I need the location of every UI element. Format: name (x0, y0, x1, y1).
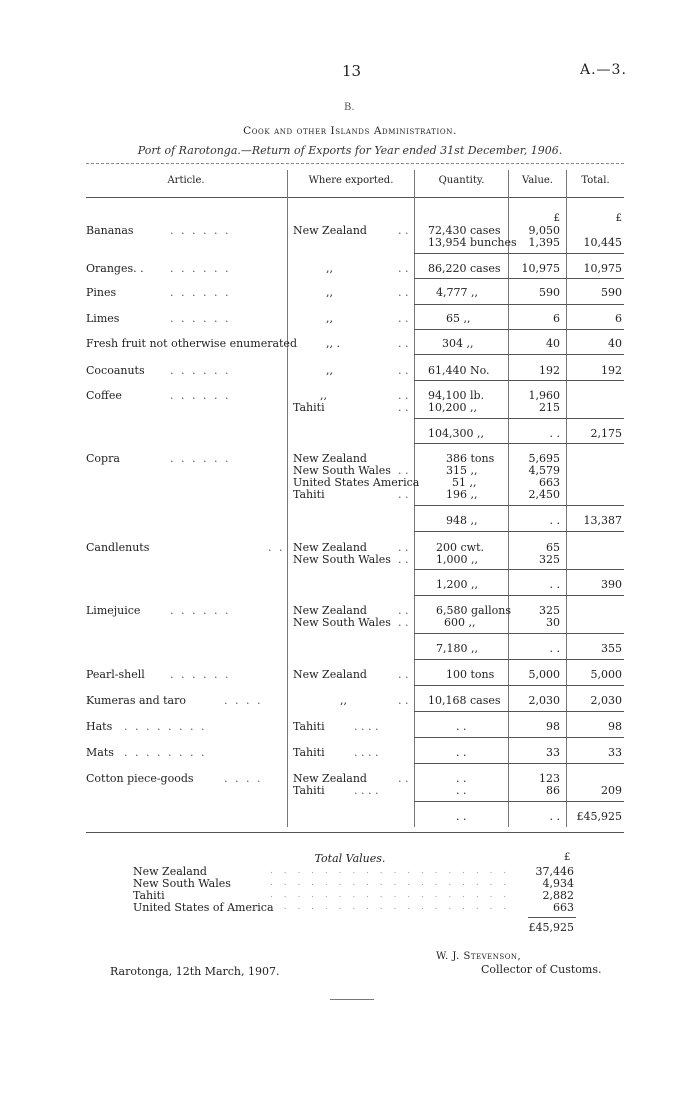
article-name: Cotton piece-goods (86, 772, 194, 785)
leader-dots: . . (398, 553, 409, 566)
quantity: 315 ,, (446, 464, 478, 477)
article-name: Bananas (86, 224, 134, 237)
ditto-mark: ,, . (326, 337, 340, 350)
value: 33 (546, 746, 560, 759)
leader-dots: . . . . (354, 784, 379, 797)
leader-dots: . . (398, 364, 409, 377)
leader-dots: . . . . . . (170, 262, 231, 275)
leader-dots: . . (398, 337, 409, 350)
destination: Tahiti (293, 720, 325, 733)
value: 98 (546, 720, 560, 733)
leader-dots: . . . . (354, 720, 379, 733)
leader-dots: . . . . . . (170, 312, 231, 325)
value: 4,579 (528, 464, 560, 477)
quantity: 13,954 bunches (428, 236, 517, 249)
destination: New Zealand (293, 604, 367, 617)
document-reference: A.—3. (580, 62, 627, 78)
leader-dots: . . (268, 541, 285, 554)
quantity: 6,580 gallons (436, 604, 511, 617)
article-name: Mats (86, 746, 114, 759)
leader-dots: . . (398, 541, 409, 554)
value: 590 (539, 286, 560, 299)
value: 325 (539, 553, 560, 566)
ditto-mark: ,, (326, 312, 333, 325)
leader-dots: . . (398, 464, 409, 477)
grand-total: £45,925 (576, 810, 622, 823)
leader-dots: . . . . . . . . (124, 720, 207, 733)
quantity: 10,200 ,, (428, 401, 477, 414)
article-name: Pearl-shell (86, 668, 145, 681)
leader-dots: . . (398, 616, 409, 629)
subtotal-quantity: 948 ,, (446, 514, 478, 527)
quantity: 200 cwt. (436, 541, 484, 554)
subtotal-value: . . (549, 514, 560, 527)
subtotal-value: . . (549, 642, 560, 655)
leader-dots: . . (398, 224, 409, 237)
value: 30 (546, 616, 560, 629)
leader-dots: . . (398, 668, 409, 681)
summary-total: £45,925 (528, 921, 574, 934)
article-name: Hats (86, 720, 113, 733)
leader-dots: . . . . . . (170, 286, 231, 299)
leader-dots: . . . . . . (170, 452, 231, 465)
signatory-name: W. J. Stevenson, (436, 951, 522, 962)
leader-dots: . . (398, 604, 409, 617)
destination: New South Wales (293, 616, 391, 629)
destination: New Zealand (293, 224, 367, 237)
header-where-exported: Where exported. (308, 175, 394, 186)
header-quantity: Quantity. (438, 175, 485, 186)
summary-row-value: 663 (553, 901, 574, 914)
quantity: 65 ,, (446, 312, 471, 325)
destination: New South Wales (293, 464, 391, 477)
leader-dots: . . (398, 694, 409, 707)
subtotal-quantity: 7,180 ,, (436, 642, 478, 655)
quantity: . . (456, 772, 467, 785)
value: 5,695 (528, 452, 560, 465)
destination: Tahiti (293, 401, 325, 414)
summary-row-label: Tahiti (133, 889, 165, 902)
signatory-title: Collector of Customs. (481, 963, 602, 976)
grand-total-value: . . (549, 810, 560, 823)
summary-row-value: 4,934 (542, 877, 574, 890)
value: 215 (539, 401, 560, 414)
header-total: Total. (581, 175, 610, 186)
row-total: 2,175 (590, 427, 622, 440)
summary-row-label: United States of America (133, 901, 274, 914)
leader-dots: . . . . . . (170, 389, 231, 402)
ditto-mark: ,, (326, 286, 333, 299)
leader-dots: . . (398, 772, 409, 785)
grand-total-quantity: . . (456, 810, 467, 823)
row-total: 13,387 (583, 514, 622, 527)
quantity: . . (456, 720, 467, 733)
article-name: Cocoanuts (86, 364, 145, 377)
quantity: 61,440 No. (428, 364, 490, 377)
summary-title: Total Values. (314, 852, 386, 865)
leader-dots: . . (398, 389, 409, 402)
leader-dots: . . . . . . (170, 364, 231, 377)
quantity: 72,430 cases (428, 224, 501, 237)
quantity: . . (456, 746, 467, 759)
value: 6 (553, 312, 560, 325)
destination: United States America (293, 476, 420, 489)
destination: New Zealand (293, 772, 367, 785)
quantity: 386 tons (446, 452, 495, 465)
value: 1,395 (528, 236, 560, 249)
quantity: 100 tons (446, 668, 495, 681)
value: 2,030 (528, 694, 560, 707)
leader-dots: . . . . . . . . . . . . . . . . . . (270, 866, 511, 876)
value: 2,450 (528, 488, 560, 501)
article-name: Limes (86, 312, 120, 325)
subtotal-value: . . (549, 578, 560, 591)
row-total: 355 (601, 642, 622, 655)
summary-row-value: 2,882 (542, 889, 574, 902)
header-value: Value. (521, 175, 553, 186)
footer-rule (330, 999, 374, 1000)
row-total: 6 (615, 312, 622, 325)
leader-dots: . . (398, 312, 409, 325)
row-total: 5,000 (590, 668, 622, 681)
leader-dots: . . (398, 286, 409, 299)
quantity: 10,168 cases (428, 694, 501, 707)
row-total: 2,030 (590, 694, 622, 707)
leader-dots: . . . . . . . . (124, 746, 207, 759)
leader-dots: . . . . . . (170, 668, 231, 681)
row-total: 10,445 (583, 236, 622, 249)
row-total: 390 (601, 578, 622, 591)
row-total: 209 (601, 784, 622, 797)
article-name: Copra (86, 452, 120, 465)
row-total: 10,975 (583, 262, 622, 275)
value: 86 (546, 784, 560, 797)
destination: Tahiti (293, 784, 325, 797)
ditto-mark: ,, (340, 694, 347, 707)
leader-dots: . . (398, 401, 409, 414)
leader-dots: . . (398, 488, 409, 501)
quantity: 51 ,, (452, 476, 477, 489)
quantity: 304 ,, (442, 337, 474, 350)
destination: New South Wales (293, 553, 391, 566)
leader-dots: . . . . . . (170, 604, 231, 617)
destination: Tahiti (293, 488, 325, 501)
page-number: 13 (342, 62, 362, 80)
article-name: Oranges. . (86, 262, 144, 275)
subtotal-quantity: 104,300 ,, (428, 427, 484, 440)
value: 65 (546, 541, 560, 554)
leader-dots: . . . . . . . . . . . . . . . . . . (270, 890, 511, 900)
destination: New Zealand (293, 541, 367, 554)
ditto-mark: ,, (326, 262, 333, 275)
article-name: Kumeras and taro (86, 694, 186, 707)
header-article: Article. (167, 175, 205, 186)
value: 10,975 (521, 262, 560, 275)
currency-symbol: £ (553, 213, 560, 224)
value: 40 (546, 337, 560, 350)
value: 5,000 (528, 668, 560, 681)
quantity: . . (456, 784, 467, 797)
leader-dots: . . . . . . . . . . . . . . . . . . (270, 902, 511, 912)
quantity: 196 ,, (446, 488, 478, 501)
article-name: Pines (86, 286, 117, 299)
row-total: 590 (601, 286, 622, 299)
quantity: 94,100 lb. (428, 389, 485, 402)
row-total: 98 (608, 720, 622, 733)
return-subheading: Port of Rarotonga.—Return of Exports for Year ended 31st December, 1906. (137, 144, 563, 157)
row-total: 40 (608, 337, 622, 350)
destination: New Zealand (293, 668, 367, 681)
summary-row-label: New Zealand (133, 865, 207, 878)
currency-symbol: £ (615, 213, 622, 224)
article-name: Fresh fruit not otherwise enumerated (86, 337, 297, 350)
ditto-mark: ,, (326, 364, 333, 377)
currency-symbol: £ (564, 852, 571, 863)
row-total: 192 (601, 364, 622, 377)
article-name: Candlenuts (86, 541, 150, 554)
summary-row-label: New South Wales (133, 877, 231, 890)
quantity: 1,000 ,, (436, 553, 478, 566)
leader-dots: . . . . . . . . . . . . . . . . . . (270, 878, 511, 888)
value: 123 (539, 772, 560, 785)
leader-dots: . . (398, 262, 409, 275)
quantity: 600 ,, (444, 616, 476, 629)
leader-dots: . . . . (224, 694, 263, 707)
place-and-date: Rarotonga, 12th March, 1907. (110, 965, 280, 978)
leader-dots: . . . . (354, 746, 379, 759)
value: 663 (539, 476, 560, 489)
summary-row-value: 37,446 (535, 865, 574, 878)
value: 9,050 (528, 224, 560, 237)
quantity: 4,777 ,, (436, 286, 478, 299)
quantity: 86,220 cases (428, 262, 501, 275)
value: 1,960 (528, 389, 560, 402)
leader-dots: . . . . . . (170, 224, 231, 237)
value: 325 (539, 604, 560, 617)
leader-dots: . . . . (224, 772, 263, 785)
article-name: Limejuice (86, 604, 141, 617)
row-total: 33 (608, 746, 622, 759)
subtotal-value: . . (549, 427, 560, 440)
section-letter: B. (344, 102, 355, 113)
destination: New Zealand (293, 452, 367, 465)
subtotal-quantity: 1,200 ,, (436, 578, 478, 591)
article-name: Coffee (86, 389, 122, 402)
value: 192 (539, 364, 560, 377)
destination: Tahiti (293, 746, 325, 759)
administration-heading: Cook and other Islands Administration. (243, 125, 457, 137)
ditto-mark: ,, (320, 389, 327, 402)
